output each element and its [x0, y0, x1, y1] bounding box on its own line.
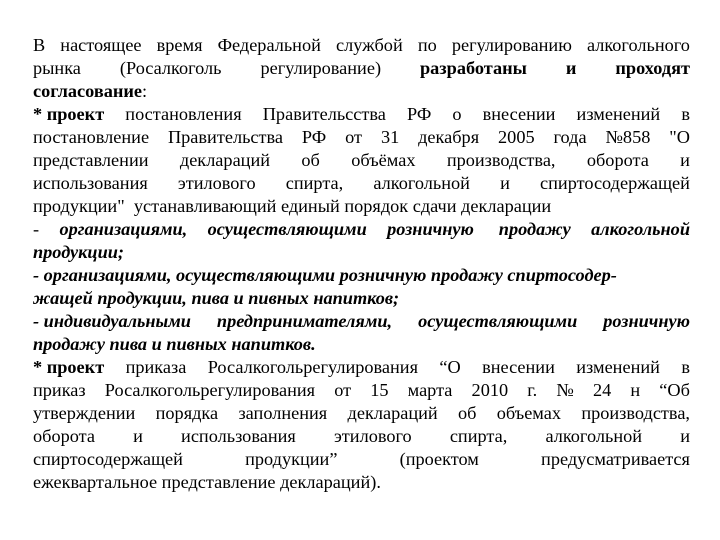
paragraph-1-line-1: В настоящее время Федеральной службой по регулированию алкогольного — [33, 35, 690, 55]
item-1-line-3: представлении деклараций об объёмах производства, оборота и — [33, 150, 690, 170]
list-1-line-4: жащей продукции, пива и пивных напитков; — [33, 288, 400, 308]
item-1-line-5: продукции" устанавливающий единый порядок сдачи декларации — [33, 196, 552, 216]
list-1-line-2: продукции; — [33, 242, 125, 262]
item-2-line-2: приказ Росалкогольрегулирования от 15 марта 2010 г. № 24 н “Об — [33, 380, 690, 400]
item-2-line-6: ежеквартальное представление деклараций). — [33, 472, 381, 492]
item-2-line-3: утверждении порядка заполнения деклараций об объемах производства, — [33, 403, 690, 423]
item-2-line-1: * проект приказа Росалкогольрегулирования “О внесении изменений в — [33, 357, 690, 377]
list-1-line-1: - организациями, осуществляющими розничную продажу алкогольной — [33, 219, 690, 239]
list-1-line-3: - организациями, осуществляющими розничную продажу спиртосодер- — [33, 265, 617, 285]
item-1-line-2: постановление Правительства РФ от 31 декабря 2005 года №858 "О — [33, 127, 690, 147]
list-1-line-6: продажу пива и пивных напитков. — [33, 334, 316, 354]
item-2-line-5: спиртосодержащей продукции” (проектом предусматривается — [33, 449, 690, 469]
list-1-line-5: - индивидуальными предпринимателями, осуществляющими розничную — [33, 311, 690, 331]
paragraph-1-line-3: согласование: — [33, 81, 148, 101]
item-2-line-4: оборота и использования этилового спирта, алкогольной и — [33, 426, 690, 446]
item-1-line-1: * проект постановления Правительсства РФ о внесении изменений в — [33, 104, 690, 124]
paragraph-1-line-2: рынка (Росалкоголь регулирование) разработаны и проходят — [33, 58, 690, 78]
item-1-line-4: использования этилового спирта, алкогольной и спиртосодержащей — [33, 173, 690, 193]
